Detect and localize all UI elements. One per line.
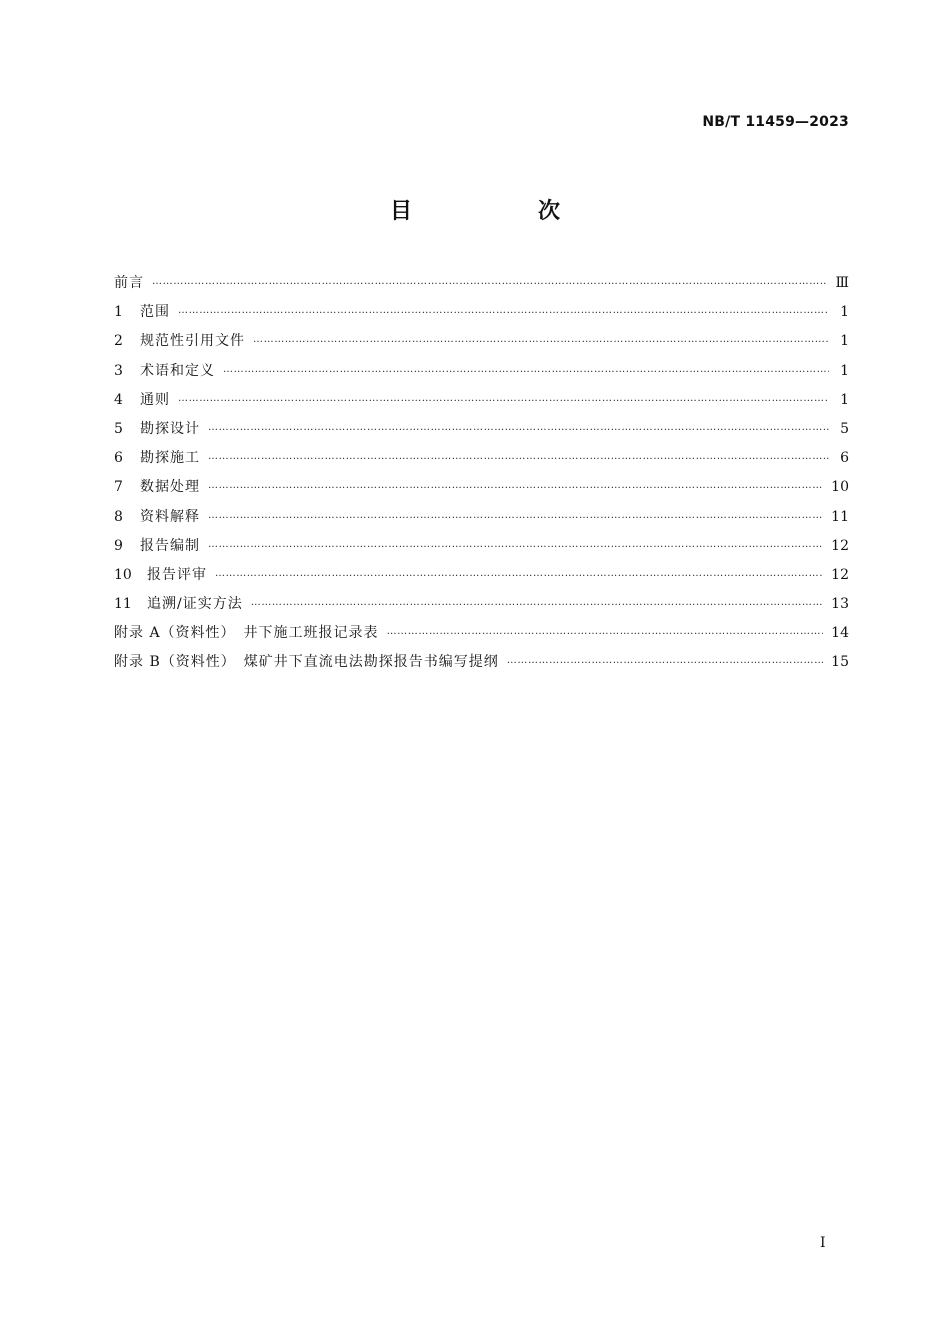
toc-entry-4[interactable] [114, 390, 849, 419]
toc-leader-dots [208, 447, 829, 467]
toc-entry-8[interactable] [114, 507, 849, 536]
toc-entry-appendix-b[interactable] [114, 652, 849, 681]
toc-leader-dots [208, 506, 823, 526]
toc-leader-dots [387, 622, 824, 642]
page-number: I [820, 1235, 826, 1251]
toc-entry-label: 通则 [140, 391, 170, 408]
toc-entry-3[interactable] [114, 361, 849, 390]
toc-entry-number: 1 [114, 304, 123, 321]
toc-entry-page: 10 [831, 479, 849, 496]
toc-leader-dots [251, 593, 823, 613]
toc-entry-1[interactable] [114, 302, 849, 331]
toc-leader-dots [208, 476, 823, 496]
toc-leader-dots [178, 301, 829, 321]
toc-entry-page: 12 [831, 537, 849, 554]
standard-code: NB/T 11459—2023 [702, 114, 849, 130]
toc-entry-appendix-a[interactable] [114, 623, 849, 652]
toc-leader-dots [208, 418, 829, 438]
toc-entry-label: 报告编制 [140, 537, 200, 554]
toc-entry-6[interactable] [114, 448, 849, 477]
toc-leader-dots [208, 535, 823, 555]
toc-entry-10[interactable] [114, 565, 849, 594]
toc-entry-9[interactable] [114, 536, 849, 565]
toc-entry-7[interactable] [114, 477, 849, 506]
toc-entry-page: Ⅲ [835, 275, 849, 291]
toc-entry-page: 14 [831, 625, 849, 642]
toc-entry-page: 1 [840, 362, 849, 379]
toc-entry-foreword[interactable] [114, 273, 849, 302]
toc-leader-dots [215, 564, 823, 584]
toc-entry-label: 勘探设计 [140, 420, 200, 437]
toc-entry-page: 12 [831, 566, 849, 583]
toc-entry-number: 8 [114, 508, 123, 525]
toc-entry-number: 2 [114, 333, 123, 350]
toc-entry-number: 9 [114, 537, 123, 554]
toc-leader-dots [223, 360, 829, 380]
toc-entry-label: 范围 [140, 304, 170, 321]
toc-entry-page: 5 [840, 420, 849, 437]
toc-entry-label: 术语和定义 [140, 362, 215, 379]
toc-entry-label: 附录 A（资料性） 井下施工班报记录表 [114, 625, 379, 642]
toc-entry-page: 1 [840, 304, 849, 321]
page-title: 目 次 [389, 199, 612, 224]
toc-entry-number: 7 [114, 479, 123, 496]
toc-entry-number: 10 [114, 566, 132, 583]
toc-entry-number: 3 [114, 362, 123, 379]
toc-entry-label: 前言 [114, 275, 144, 291]
toc-entry-page: 11 [831, 508, 849, 525]
toc-leader-dots [152, 272, 827, 292]
toc-entry-label: 资料解释 [140, 508, 200, 525]
toc-entry-number: 4 [114, 391, 123, 408]
toc-entry-number: 6 [114, 450, 123, 467]
toc-entry-page: 13 [831, 596, 849, 613]
toc-entry-2[interactable] [114, 331, 849, 360]
toc-entry-5[interactable] [114, 419, 849, 448]
toc-entry-page: 15 [831, 654, 849, 671]
toc-entry-page: 1 [840, 333, 849, 350]
toc-entry-label: 追溯/证实方法 [147, 596, 243, 613]
toc-entry-page: 6 [840, 450, 849, 467]
toc-leader-dots [507, 651, 823, 671]
toc-entry-number: 5 [114, 420, 123, 437]
toc-leader-dots [178, 389, 829, 409]
toc-entry-label: 报告评审 [147, 566, 207, 583]
table-of-contents [114, 273, 849, 682]
toc-entry-label: 附录 B（资料性） 煤矿井下直流电法勘探报告书编写提纲 [114, 654, 499, 671]
toc-entry-label: 勘探施工 [140, 450, 200, 467]
toc-entry-label: 数据处理 [140, 479, 200, 496]
toc-leader-dots [253, 330, 829, 350]
toc-entry-11[interactable] [114, 594, 849, 623]
toc-entry-number: 11 [114, 596, 132, 613]
toc-entry-label: 规范性引用文件 [140, 333, 245, 350]
toc-entry-page: 1 [840, 391, 849, 408]
